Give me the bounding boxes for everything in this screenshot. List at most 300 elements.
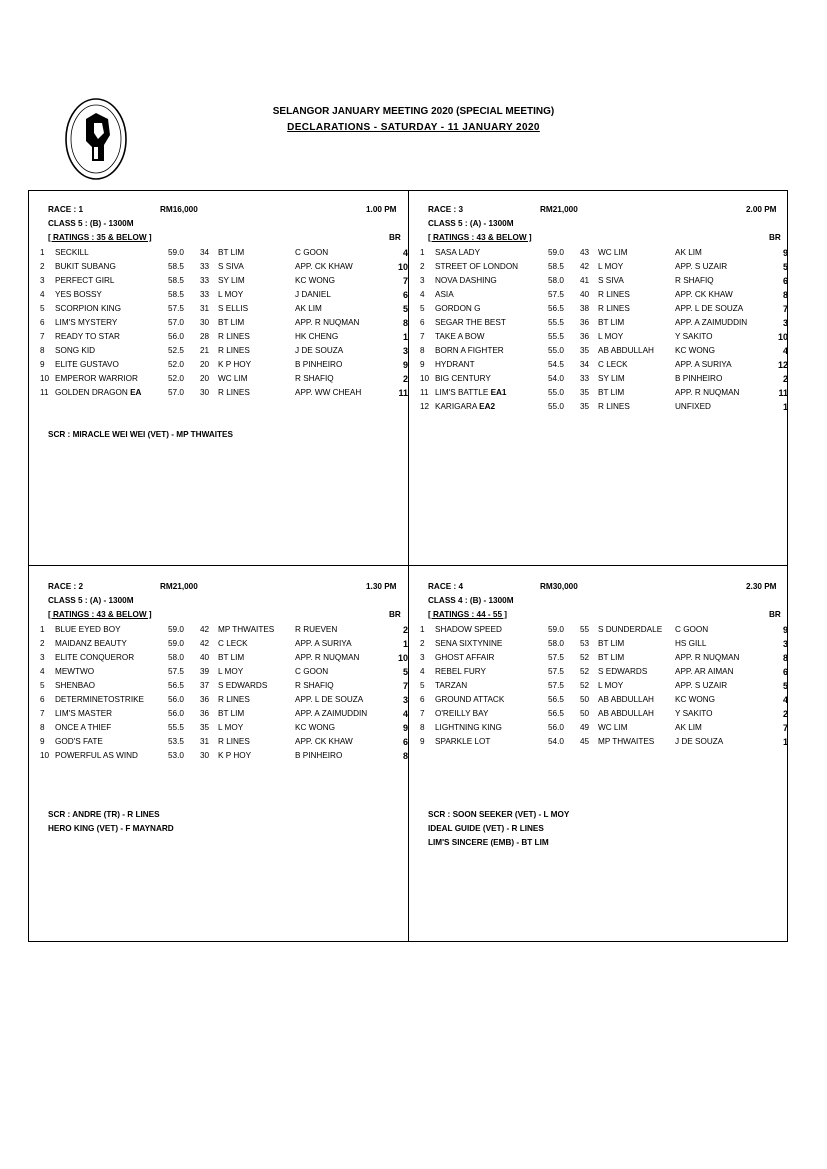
horse-name-text: ELITE GUSTAVO (55, 360, 119, 369)
horse-name-text: SPARKLE LOT (435, 737, 491, 746)
trainer: HK CHENG (295, 332, 339, 341)
rating: 28 (200, 332, 210, 341)
race-class-row (428, 219, 788, 231)
jockey: L MOY (598, 681, 624, 690)
runner-row (40, 723, 428, 737)
rating: 52 (580, 667, 590, 676)
horse-name-text: SHADOW SPEED (435, 625, 502, 634)
weight: 58.0 (548, 276, 564, 285)
jockey: R LINES (218, 737, 250, 746)
horse-name-text: SASA LADY (435, 248, 481, 257)
horse-name-text: MAIDANZ BEAUTY (55, 639, 127, 648)
rating: 36 (200, 709, 210, 718)
runner-row (420, 723, 808, 737)
barrier: 3 (782, 639, 788, 649)
race-class-row (428, 596, 788, 608)
jockey: WC LIM (598, 248, 628, 257)
jockey: BT LIM (598, 653, 625, 662)
weight: 54.0 (548, 737, 564, 746)
rating: 39 (200, 667, 210, 676)
horse-name-text: GOD'S FATE (55, 737, 103, 746)
rating: 53 (580, 639, 590, 648)
horse-name-text: ONCE A THIEF (55, 723, 112, 732)
rating: 43 (580, 248, 590, 257)
jockey: S EDWARDS (218, 681, 268, 690)
runner-number: 7 (420, 332, 425, 341)
jockey: AB ABDULLAH (598, 346, 654, 355)
horse-name (55, 751, 138, 760)
runner-row (420, 388, 808, 402)
rating: 52 (580, 653, 590, 662)
horse-name (435, 276, 497, 285)
rating: 49 (580, 723, 590, 732)
runner-row (420, 276, 808, 290)
trainer: R SHAFIQ (295, 374, 334, 383)
trainer: APP. A ZAIMUDDIN (675, 318, 748, 327)
race-ratings-row (428, 610, 788, 622)
horse-name-text: ELITE CONQUEROR (55, 653, 135, 662)
trainer: HS GILL (675, 639, 707, 648)
trainer: AK LIM (675, 248, 702, 257)
horse-name (435, 737, 490, 746)
runner-number: 8 (420, 723, 425, 732)
runner-row (40, 374, 428, 388)
runner-number: 1 (420, 625, 425, 634)
horse-name (435, 332, 484, 341)
race-ratings: [ RATINGS : 43 & BELOW ] (428, 233, 532, 242)
runner-number: 8 (40, 346, 45, 355)
weight: 57.0 (168, 388, 184, 397)
runner-number: 9 (420, 360, 425, 369)
horse-name (55, 304, 121, 313)
weight: 55.0 (548, 402, 564, 411)
runner-number: 3 (40, 653, 45, 662)
horse-name (435, 360, 475, 369)
barrier: 4 (782, 695, 788, 705)
weight: 57.5 (548, 290, 564, 299)
barrier: 1 (402, 332, 408, 342)
horse-name (435, 318, 506, 327)
runner-number: 6 (40, 695, 45, 704)
rating: 21 (200, 346, 210, 355)
horse-name (435, 304, 481, 313)
runner-row (40, 667, 428, 681)
scratching-line: LIM'S SINCERE (EMB) - BT LIM (428, 838, 549, 847)
runner-number: 4 (40, 290, 45, 299)
runner-number: 2 (40, 262, 45, 271)
rating: 41 (580, 276, 590, 285)
runner-number: 1 (40, 248, 45, 257)
rating: 31 (200, 304, 210, 313)
race-ratings: [ RATINGS : 44 - 55 ] (428, 610, 508, 619)
race-time: 1.00 PM (366, 205, 397, 214)
weight: 53.5 (168, 737, 184, 746)
runner-row (420, 681, 808, 695)
horse-name-text: GHOST AFFAIR (435, 653, 495, 662)
horse-name (435, 625, 502, 634)
runner-row (40, 751, 428, 765)
horse-name (55, 639, 127, 648)
horse-name (435, 248, 480, 257)
race-time: 2.30 PM (746, 582, 777, 591)
jockey: S DUNDERDALE (598, 625, 663, 634)
jockey: R LINES (218, 695, 250, 704)
jockey: L MOY (218, 290, 244, 299)
race-ratings: [ RATINGS : 43 & BELOW ] (48, 610, 152, 619)
horse-name (55, 248, 89, 257)
rating: 20 (200, 360, 210, 369)
horse-name (435, 639, 502, 648)
horse-name (435, 374, 491, 383)
trainer: APP. A ZAIMUDDIN (295, 709, 368, 718)
jockey: S ELLIS (218, 304, 249, 313)
runner-number: 4 (420, 290, 425, 299)
weight: 58.5 (548, 262, 564, 271)
horse-name-text: O'REILLY BAY (435, 709, 489, 718)
rating: 34 (200, 248, 210, 257)
barrier-label: BR (769, 233, 781, 242)
runner-row (40, 318, 428, 332)
rating: 35 (200, 723, 210, 732)
runner-number: 1 (420, 248, 425, 257)
trainer: APP. R NUQMAN (295, 653, 360, 662)
trainer: APP. R NUQMAN (295, 318, 360, 327)
horse-name (55, 318, 117, 327)
trainer: R SHAFIQ (675, 276, 714, 285)
rating: 42 (200, 625, 210, 634)
horse-name-text: TAKE A BOW (435, 332, 485, 341)
runner-number: 4 (40, 667, 45, 676)
trainer: APP. S UZAIR (675, 262, 728, 271)
rating: 55 (580, 625, 590, 634)
horse-name (55, 346, 95, 355)
emergency-tag: EA1 (490, 388, 507, 397)
horse-name-text: SCORPION KING (55, 304, 121, 313)
runner-row (40, 737, 428, 751)
emergency-tag: EA (130, 388, 142, 397)
weight: 57.5 (168, 304, 184, 313)
horse-name-text: STREET OF LONDON (435, 262, 519, 271)
runner-row (420, 653, 808, 667)
horse-name (435, 290, 454, 299)
runner-row (40, 388, 428, 402)
rating: 42 (580, 262, 590, 271)
trainer: APP. CK KHAW (295, 262, 353, 271)
weight: 58.0 (168, 653, 184, 662)
rating: 31 (200, 737, 210, 746)
jockey: L MOY (598, 332, 624, 341)
rating: 30 (200, 388, 210, 397)
trainer: APP. AR AIMAN (675, 667, 734, 676)
trainer: APP. A SURIYA (295, 639, 352, 648)
race-header-row (48, 582, 408, 594)
horse-name-text: MEWTWO (55, 667, 95, 676)
barrier: 8 (782, 290, 788, 300)
horse-name-text: SEGAR THE BEST (435, 318, 506, 327)
race-header-row (428, 205, 788, 217)
weight: 55.0 (548, 346, 564, 355)
trainer: J DE SOUZA (295, 346, 344, 355)
horse-name (435, 709, 488, 718)
trainer: APP. A SURIYA (675, 360, 732, 369)
horse-name (55, 723, 111, 732)
runner-number: 6 (40, 318, 45, 327)
rating: 34 (580, 360, 590, 369)
race-number: RACE : 1 (48, 205, 84, 214)
horse-name (435, 346, 504, 355)
barrier: 5 (782, 681, 788, 691)
barrier: 6 (402, 737, 408, 747)
race-prize: RM30,000 (540, 582, 578, 591)
weight: 55.5 (548, 318, 564, 327)
horse-name (55, 667, 94, 676)
horse-name-text: EMPEROR WARRIOR (55, 374, 138, 383)
runner-row (420, 639, 808, 653)
jockey: S SIVA (598, 276, 624, 285)
horse-name (55, 695, 144, 704)
rating: 36 (580, 318, 590, 327)
runner-number: 10 (40, 751, 50, 760)
horse-name-text: SECKILL (55, 248, 89, 257)
runner-row (40, 625, 428, 639)
weight: 54.0 (548, 374, 564, 383)
horse-name-text: POWERFUL AS WIND (55, 751, 138, 760)
barrier: 7 (782, 304, 788, 314)
runner-row (420, 262, 808, 276)
runner-number: 7 (40, 332, 45, 341)
runner-number: 6 (420, 318, 425, 327)
runner-number: 9 (420, 737, 425, 746)
barrier: 7 (402, 276, 408, 286)
barrier: 11 (398, 388, 408, 398)
weight: 59.0 (168, 625, 184, 634)
runner-number: 11 (420, 388, 429, 397)
horse-name (55, 290, 102, 299)
jockey: C LECK (598, 360, 628, 369)
grid-horizontal-divider (28, 565, 788, 566)
barrier-label: BR (389, 233, 401, 242)
weight: 58.5 (168, 262, 184, 271)
race-class: CLASS 5 : (B) - 1300M (48, 219, 134, 228)
runner-number: 2 (420, 262, 425, 271)
barrier: 9 (402, 360, 408, 370)
race-prize: RM21,000 (160, 582, 198, 591)
trainer: KC WONG (675, 346, 716, 355)
race-class-row (48, 219, 408, 231)
barrier: 5 (402, 304, 408, 314)
barrier: 10 (777, 332, 788, 342)
horse-name-text: LIGHTNING KING (435, 723, 502, 732)
scratching-line: SCR : MIRACLE WEI WEI (VET) - MP THWAITES (48, 430, 233, 439)
horse-name (55, 360, 119, 369)
runner-row (420, 695, 808, 709)
race-ratings-row (48, 610, 408, 622)
trainer: B PINHEIRO (295, 360, 343, 369)
horse-name-text: BORN A FIGHTER (435, 346, 504, 355)
horse-name (435, 667, 486, 676)
jockey: BT LIM (598, 318, 625, 327)
barrier: 8 (402, 318, 408, 328)
trainer: C GOON (295, 248, 329, 257)
horse-name (55, 737, 103, 746)
race-header-row (48, 205, 408, 217)
runner-row (40, 332, 428, 346)
trainer: KC WONG (295, 276, 336, 285)
horse-name (55, 332, 120, 341)
trainer: APP. L DE SOUZA (675, 304, 744, 313)
rating: 37 (200, 681, 210, 690)
weight: 56.0 (168, 695, 184, 704)
trainer: APP. WW CHEAH (295, 388, 362, 397)
horse-name (55, 709, 112, 718)
horse-name-text: HYDRANT (435, 360, 475, 369)
weight: 55.0 (548, 388, 564, 397)
runner-number: 3 (40, 276, 45, 285)
trainer: APP. L DE SOUZA (295, 695, 364, 704)
trainer: J DANIEL (295, 290, 331, 299)
trainer: APP. CK KHAW (675, 290, 733, 299)
barrier: 7 (782, 723, 788, 733)
meeting-title: SELANGOR JANUARY MEETING 2020 (SPECIAL MEETING) (272, 106, 555, 117)
weight: 52.0 (168, 360, 184, 369)
jockey: BT LIM (218, 248, 245, 257)
runner-row (40, 290, 428, 304)
runner-row (40, 276, 428, 290)
jockey: R LINES (598, 304, 630, 313)
runner-row (420, 709, 808, 723)
barrier: 8 (782, 653, 788, 663)
barrier: 3 (402, 695, 408, 705)
runner-row (420, 290, 808, 304)
rating: 33 (200, 290, 210, 299)
weight: 56.5 (548, 304, 564, 313)
weight: 56.0 (168, 709, 184, 718)
runners-list (420, 248, 808, 416)
horse-name-text: SENA SIXTYNINE (435, 639, 503, 648)
rating: 35 (580, 346, 590, 355)
barrier: 4 (782, 346, 788, 356)
runner-row (420, 332, 808, 346)
barrier: 2 (782, 374, 788, 384)
weight: 56.5 (548, 695, 564, 704)
barrier: 1 (782, 737, 788, 747)
trainer: AK LIM (295, 304, 322, 313)
weight: 59.0 (168, 248, 184, 257)
horse-name (435, 388, 507, 397)
runner-number: 5 (420, 681, 425, 690)
horse-name (435, 723, 502, 732)
horse-name (55, 388, 141, 397)
horse-name-text: DETERMINETOSTRIKE (55, 695, 145, 704)
trainer: C GOON (295, 667, 329, 676)
race-ratings-row (48, 233, 408, 245)
horse-name-text: READY TO STAR (55, 332, 120, 341)
race-prize: RM21,000 (540, 205, 578, 214)
jockey: SY LIM (218, 276, 245, 285)
weight: 55.5 (548, 332, 564, 341)
runner-number: 6 (420, 695, 425, 704)
horse-name-text: GORDON G (435, 304, 481, 313)
barrier: 3 (782, 318, 788, 328)
jockey: K P HOY (218, 360, 252, 369)
trainer: R RUEVEN (295, 625, 338, 634)
horse-name (55, 681, 95, 690)
trainer: APP. S UZAIR (675, 681, 728, 690)
barrier: 10 (397, 262, 408, 272)
barrier: 6 (402, 290, 408, 300)
horse-name-text: GROUND ATTACK (435, 695, 505, 704)
runner-row (420, 625, 808, 639)
weight: 55.5 (168, 723, 184, 732)
barrier: 6 (782, 667, 788, 677)
runner-number: 7 (40, 709, 45, 718)
runner-number: 5 (420, 304, 425, 313)
rating: 42 (200, 639, 210, 648)
trainer: APP. R NUQMAN (675, 653, 740, 662)
barrier: 11 (778, 388, 788, 398)
runner-row (420, 346, 808, 360)
trainer: APP. CK KHAW (295, 737, 353, 746)
horse-name (435, 653, 494, 662)
jockey: R LINES (598, 402, 630, 411)
horse-name-text: GOLDEN DRAGON (55, 388, 128, 397)
runner-row (420, 667, 808, 681)
jockey: WC LIM (218, 374, 248, 383)
race-time: 1.30 PM (366, 582, 397, 591)
trainer: Y SAKITO (675, 332, 713, 341)
weight: 58.5 (168, 290, 184, 299)
trainer: AK LIM (675, 723, 702, 732)
barrier: 1 (782, 402, 788, 412)
horse-name (435, 695, 504, 704)
jockey: L MOY (218, 723, 244, 732)
rating: 30 (200, 751, 210, 760)
horse-name (55, 374, 138, 383)
weight: 57.5 (548, 681, 564, 690)
weight: 57.5 (168, 667, 184, 676)
race-class: CLASS 5 : (A) - 1300M (48, 596, 134, 605)
jockey: S EDWARDS (598, 667, 648, 676)
runner-row (40, 304, 428, 318)
rating: 35 (580, 402, 590, 411)
barrier: 4 (402, 248, 408, 258)
trainer: APP. R NUQMAN (675, 388, 740, 397)
jockey: SY LIM (598, 374, 625, 383)
trainer: KC WONG (295, 723, 336, 732)
horse-name-text: BLUE EYED BOY (55, 625, 121, 634)
barrier: 9 (402, 723, 408, 733)
rating: 38 (580, 304, 590, 313)
runner-row (40, 248, 428, 262)
barrier: 2 (402, 625, 408, 635)
race-number: RACE : 2 (48, 582, 84, 591)
runner-number: 12 (420, 402, 430, 411)
rating: 20 (200, 374, 210, 383)
runner-number: 8 (40, 723, 45, 732)
barrier: 2 (782, 709, 788, 719)
jockey: BT LIM (218, 318, 245, 327)
runner-row (40, 346, 428, 360)
runner-number: 9 (40, 737, 45, 746)
jockey: AB ABDULLAH (598, 695, 654, 704)
trainer: J DE SOUZA (675, 737, 724, 746)
barrier: 2 (402, 374, 408, 384)
rating: 50 (580, 695, 590, 704)
horse-name-text: PERFECT GIRL (55, 276, 115, 285)
barrier: 8 (402, 751, 408, 761)
runners-list (420, 625, 808, 751)
rating: 33 (200, 276, 210, 285)
